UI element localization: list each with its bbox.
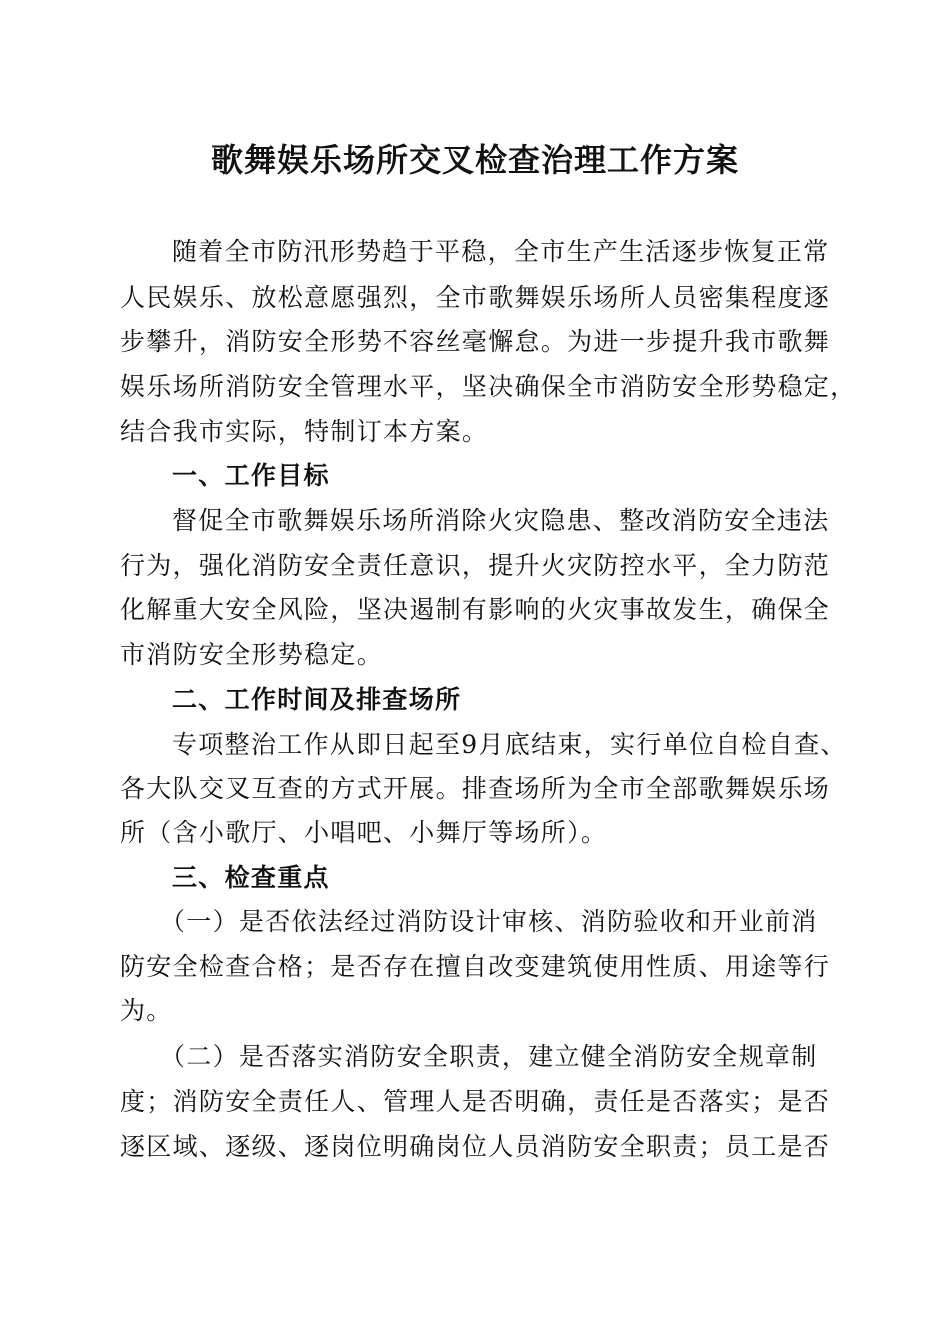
paragraph-line: （二）是否落实消防安全职责，建立健全消防安全规章制 — [160, 1042, 818, 1071]
paragraph-line: 结合我市实际，特制订本方案。 — [120, 417, 489, 446]
paragraph-line: 化解重大安全风险，坚决遏制有影响的火灾事故发生，确保全 — [120, 595, 831, 624]
paragraph-line: 度；消防安全责任人、管理人是否明确，责任是否落实；是否 — [120, 1087, 831, 1116]
paragraph-line: （一）是否依法经过消防设计审核、消防验收和开业前消 — [160, 907, 818, 936]
paragraph-line: 行为，强化消防安全责任意识，提升火灾防控水平，全力防范 — [120, 551, 831, 580]
section-heading: 一、工作目标 — [172, 461, 330, 490]
document-title: 歌舞娱乐场所交叉检查治理工作方案 — [210, 141, 739, 179]
paragraph-line: 娱乐场所消防安全管理水平，坚决确保全市消防安全形势稳定， — [120, 372, 857, 401]
paragraph-line: 市消防安全形势稳定。 — [120, 640, 384, 669]
paragraph-line: 各大队交叉互查的方式开展。排查场所为全市全部歌舞娱乐场 — [120, 774, 831, 803]
section-heading: 三、检查重点 — [172, 863, 330, 892]
paragraph-line: 随着全市防汛形势趋于平稳，全市生产生活逐步恢复正常 — [172, 237, 830, 266]
paragraph-line: 为。 — [120, 996, 173, 1025]
section-heading: 二、工作时间及排查场所 — [172, 685, 462, 714]
paragraph-line: 逐区域、逐级、逐岗位明确岗位人员消防安全职责；员工是否 — [120, 1132, 831, 1161]
paragraph-line: 督促全市歌舞娱乐场所消除火灾隐患、整改消防安全违法 — [172, 506, 830, 535]
paragraph-line: 步攀升，消防安全形势不容丝毫懈怠。为进一步提升我市歌舞 — [120, 327, 831, 356]
paragraph-line: 人民娱乐、放松意愿强烈，全市歌舞娱乐场所人员密集程度逐 — [120, 283, 831, 312]
paragraph-line: 防安全检查合格；是否存在擅自改变建筑使用性质、用途等行 — [120, 952, 831, 981]
paragraph-line: 所（含小歌厅、小唱吧、小舞厅等场所）。 — [120, 818, 608, 847]
paragraph-line: 专项整治工作从即日起至9月底结束，实行单位自检自查、 — [172, 730, 847, 759]
